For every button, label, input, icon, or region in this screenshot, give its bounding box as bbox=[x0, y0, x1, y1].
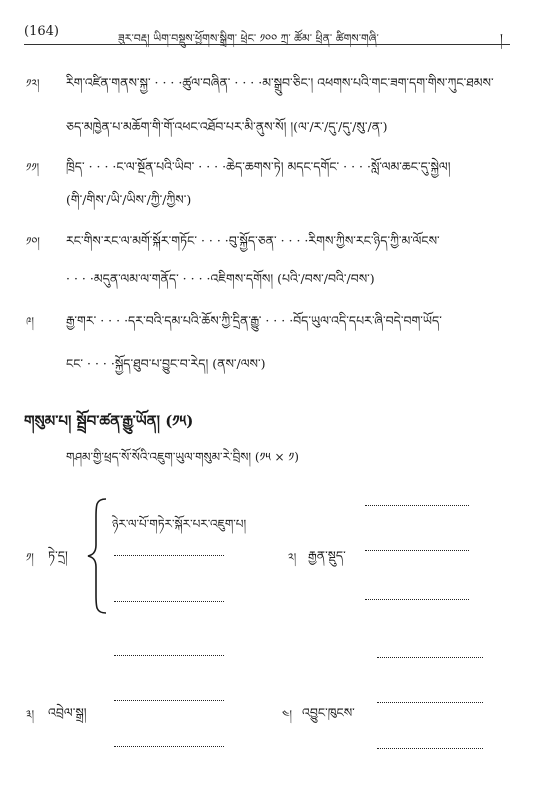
answer-blank[interactable] bbox=[365, 550, 469, 551]
header-right-mark: ། bbox=[500, 32, 503, 47]
answer-number: ༡། bbox=[26, 551, 34, 564]
answer-blank[interactable] bbox=[365, 599, 469, 600]
answer-label: རྒྱན་སྡུད་ bbox=[308, 548, 346, 563]
answer-number: ༢། bbox=[288, 551, 297, 564]
answer-blank[interactable] bbox=[377, 657, 483, 658]
answer-label: འབྱུང་ཁུངས་ bbox=[302, 705, 355, 720]
answer-blank[interactable] bbox=[114, 601, 224, 602]
section-heading: གསུམ་པ། སྦྲོབ་ཚན་རྒྱུ་ཡོན། (༡༥) bbox=[24, 412, 194, 430]
answer-blank[interactable] bbox=[377, 702, 483, 703]
answer-label: ཏེ་དྲ། bbox=[48, 548, 68, 563]
header-rule bbox=[24, 44, 510, 45]
exercise-text: · · · ·མདུན་ལམ་ལ་གནོད་ · · · ·འཇིགས་དགོས། (པའི་/བས་/བའི་/བས་) bbox=[66, 271, 375, 286]
exercise-text: ངང་ · · · ·སྐྱོད་ཐུབ་པ་བྱུང་བ་རེད། (ནས་/ལས་) bbox=[66, 356, 266, 371]
answer-blank[interactable] bbox=[114, 700, 224, 701]
running-title: ཟུར་བརྡ། ཡིག་བསྡུས་ཕྱོགས་སྒྲིག་ ཕྲེང་ ༡༠༠ ཀྲ་ ཚོམ་ ཕྲིན་ ཚིགས་གཞི་ bbox=[118, 32, 379, 45]
exercise-text: ཅད་མཁྱེན་པ་མཆོག་གི་གོ་འཕང་འཐོབ་པར་མི་ནུས་སོ། །(ལ་/ར་/དུ་/དུ་/སུ་/ན་) bbox=[66, 119, 388, 134]
exercise-number: ༡༠། bbox=[26, 235, 40, 248]
answer-blank[interactable] bbox=[114, 555, 224, 556]
example-answer: ཉེར་ལ་པོ་གཏེར་སྐོར་པར་འཇུག་པ། bbox=[112, 517, 247, 531]
exercise-number: ༡༢། bbox=[26, 77, 40, 90]
page-number: (164) bbox=[24, 24, 59, 39]
exercise-text: ཁྲིད་ · · · ·ང་ལ་སྔོན་པའི་ཡིབ་ · · · ·ཆེད་ཆགས་ཏེ། མདང་དགོང་ · · · ·སློ་ལམ་ཆང་དུ་སྐྱེལ། bbox=[66, 159, 451, 174]
answer-blank[interactable] bbox=[114, 655, 224, 656]
section-instruction: གཤམ་གྱི་ཕྲད་སོ་སོའི་འཇུག་ཡུལ་གསུམ་རེ་བྲིས། (༡༥ × ༡) bbox=[66, 450, 299, 464]
exercise-text: (གི་/གིས་/ཡི་/ཡིས་/ཀྱི་/ཀྱིས་) bbox=[66, 192, 192, 207]
answer-blank[interactable] bbox=[365, 505, 469, 506]
exercise-number: ༩། bbox=[26, 315, 34, 328]
answer-blank[interactable] bbox=[377, 748, 483, 749]
answer-number: ༣། bbox=[26, 708, 35, 721]
answer-number: ༤། bbox=[282, 708, 292, 721]
brace-icon bbox=[86, 497, 108, 615]
exercise-text: རང་གིས་རང་ལ་མགོ་སྐོར་གཏོང་ · · · ·བུ་སྐྱོད་ཅན་ · · · ·རིགས་ཀྱིས་རང་ཉིད་ཀྱི་མ་ལོངས་ bbox=[66, 233, 440, 248]
answer-label: འབྲེལ་སྒྲ། bbox=[48, 705, 87, 720]
answer-blank[interactable] bbox=[114, 746, 224, 747]
exercise-text: རྒྱ་གར་ · · · ·དར་བའི་དམ་པའི་ཆོས་ཀྱི་དྲིན་རྒྱུ་ · · · ·བོད་ཡུལ་འདི་དཔར་ཞི་བདེ་བག་ཡོད་ bbox=[66, 313, 442, 328]
exercise-text: རིག་འཛིན་གནས་སྐྱ་ · · · ·ཚུལ་བཞིན་ · · · ·མ་སྒྲུབ་ཅིང་། འཕགས་པའི་གང་ཟག་དག་གིས་ཀུང་ཐམས་ bbox=[66, 75, 494, 90]
exercise-number: ༡༡། bbox=[26, 161, 40, 174]
